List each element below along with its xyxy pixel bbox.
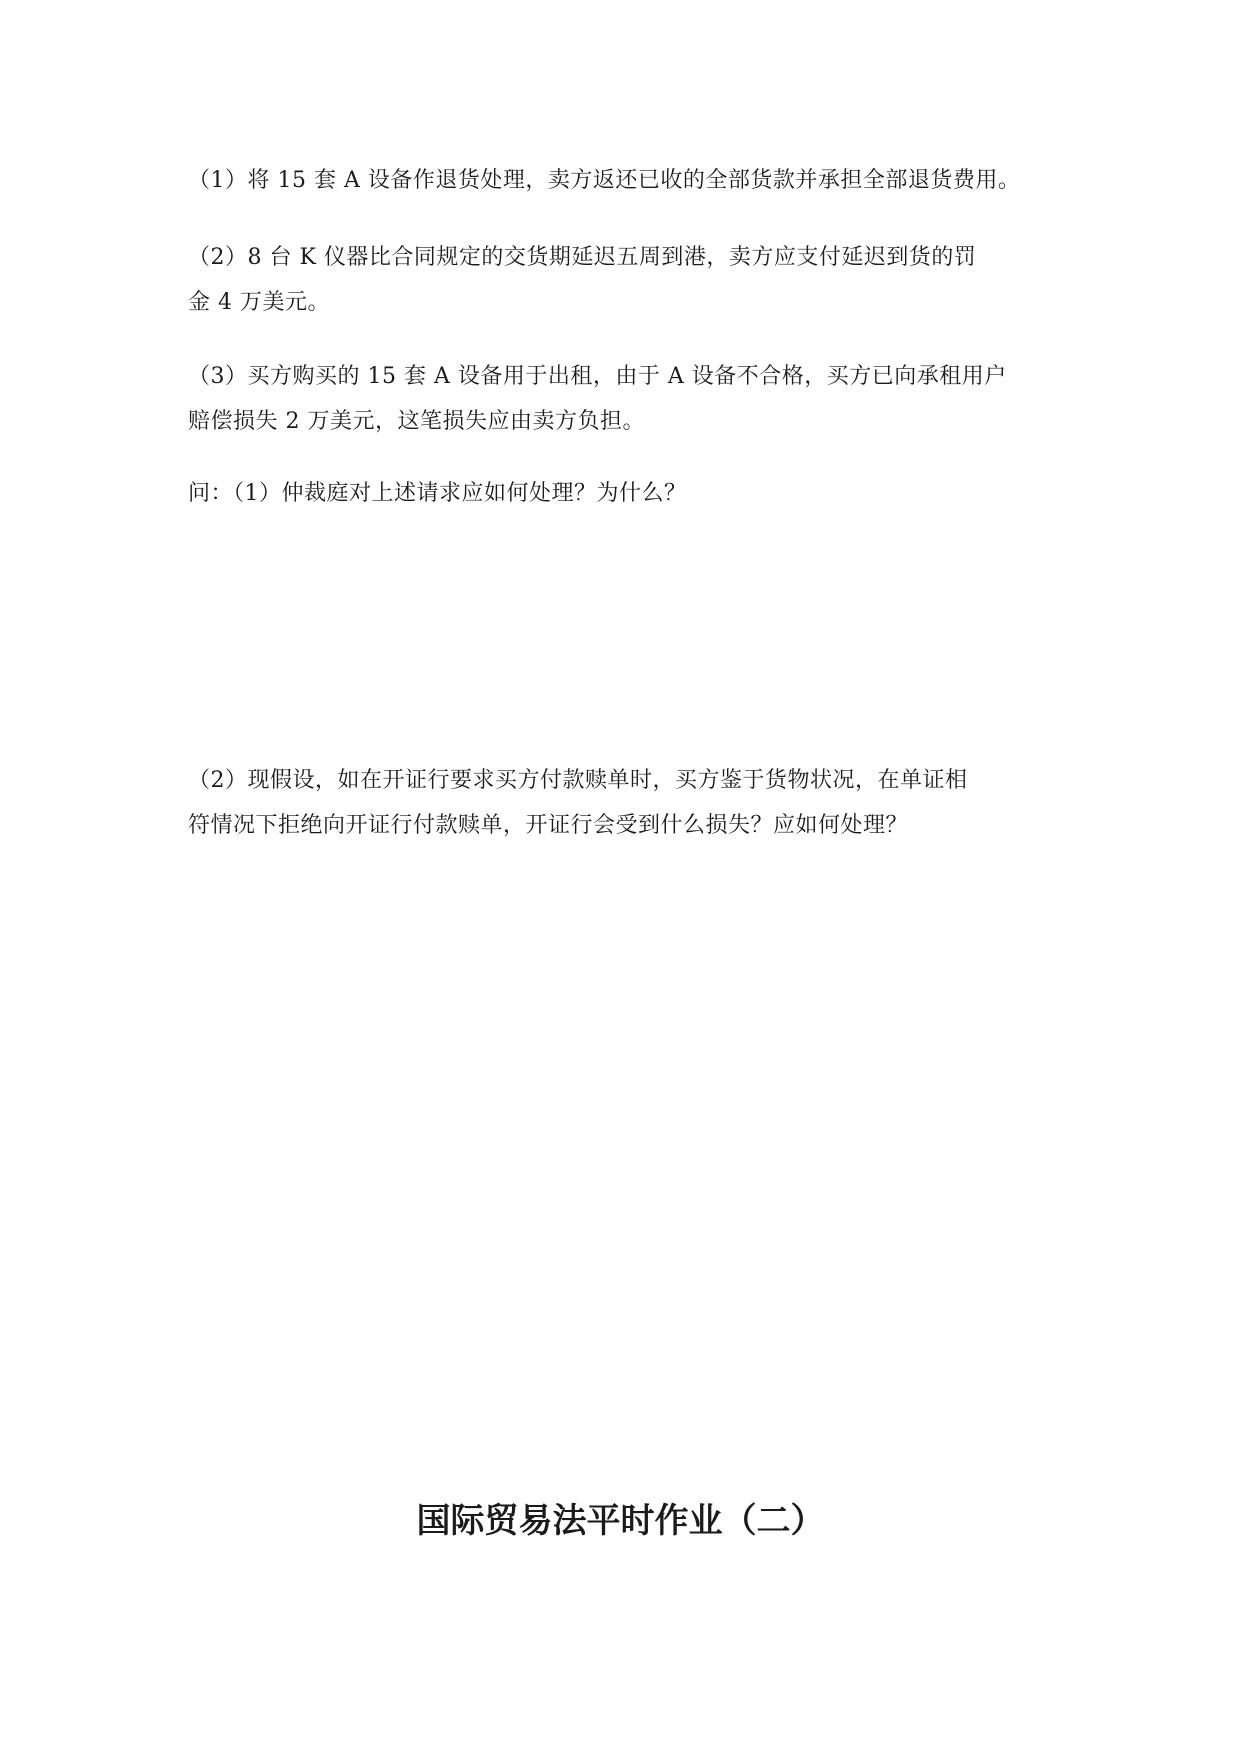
question-2-paragraph [188, 758, 1060, 848]
claim-3-paragraph [188, 354, 1060, 444]
paragraph-line: 问：（1）仲裁庭对上述请求应如何处理？为什么？ [188, 481, 687, 506]
paragraph-line: （1）将 15 套 A 设备作退货处理，卖方返还已收的全部货款并承担全部退货费用。 [188, 168, 1021, 193]
claim-1-paragraph [188, 158, 1060, 203]
paragraph-line: 符情况下拒绝向开证行付款赎单，开证行会受到什么损失？应如何处理？ [188, 813, 909, 838]
paragraph-line: （3）买方购买的 15 套 A 设备用于出租，由于 A 设备不合格，买方已向承租用户 [188, 364, 1007, 389]
paragraph-line: 赔偿损失 2 万美元，这笔损失应由卖方负担。 [188, 409, 645, 434]
paragraph-line: （2）现假设，如在开证行要求买方付款赎单时，买方鉴于货物状况，在单证相 [188, 768, 968, 793]
section-heading: 国际贸易法平时作业（二） [416, 1501, 825, 1541]
claim-2-paragraph [188, 235, 1060, 325]
question-1-paragraph [188, 471, 1060, 516]
paragraph-line: （2）8 台 K 仪器比合同规定的交货期延迟五周到港，卖方应支付延迟到货的罚 [188, 245, 977, 270]
paragraph-line: 金 4 万美元。 [188, 290, 330, 315]
